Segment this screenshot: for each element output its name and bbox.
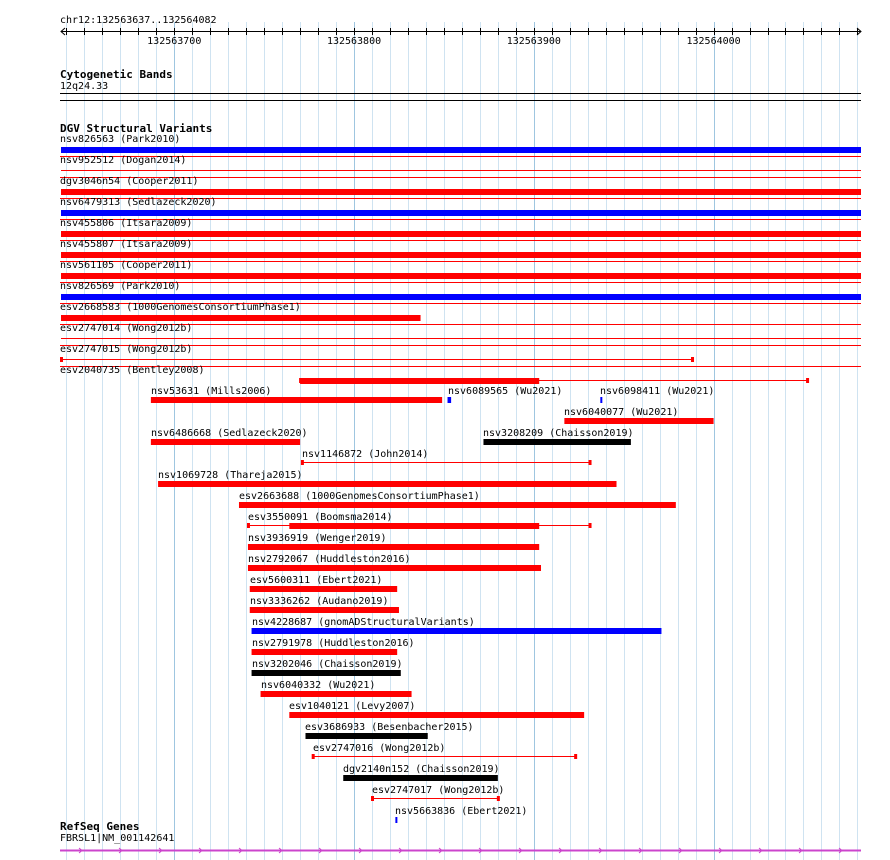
dgv-row-bar: [61, 189, 861, 195]
dgv-feature-label[interactable]: esv1040121 (Levy2007): [289, 701, 416, 712]
dgv-feature-label[interactable]: nsv2791978 (Huddleston2016): [252, 638, 415, 649]
dgv-row-label[interactable]: nsv455806 (Itsara2009): [60, 218, 193, 229]
dgv-track-title: DGV Structural Variants: [60, 122, 213, 135]
dgv-row-label[interactable]: esv2747014 (Wong2012b): [60, 323, 193, 334]
dgv-feature-label[interactable]: esv3686933 (Besenbacher2015): [305, 722, 474, 733]
cytoband-track-title: Cytogenetic Bands: [60, 68, 173, 81]
dgv-feature-label[interactable]: esv2747016 (Wong2012b): [313, 743, 446, 754]
dgv-feature-label[interactable]: nsv3202046 (Chaisson2019): [252, 659, 403, 670]
dgv-row-label[interactable]: esv2668583 (1000GenomesConsortiumPhase1): [60, 302, 301, 313]
dgv-feature-end-cap: [574, 754, 577, 759]
refseq-gene-glyph[interactable]: [60, 848, 861, 853]
ruler-tick-label: 132563700: [147, 36, 202, 47]
ruler-tick-label: 132563900: [506, 36, 561, 47]
dgv-row-start-cap: [60, 357, 63, 362]
ruler-tick-label: 132564000: [686, 36, 741, 47]
dgv-feature-label[interactable]: esv2663688 (1000GenomesConsortiumPhase1): [239, 491, 480, 502]
dgv-feature-label[interactable]: dgv2140n152 (Chaisson2019): [343, 764, 500, 775]
locus-label: chr12:132563637..132564082: [60, 15, 217, 26]
dgv-feature-label[interactable]: nsv6098411 (Wu2021): [600, 386, 715, 397]
dgv-feature-label[interactable]: nsv53631 (Mills2006): [151, 386, 272, 397]
dgv-row-bar: [61, 273, 861, 279]
cytoband-label: 12q24.33: [60, 81, 109, 92]
coordinate-ruler: [61, 28, 861, 47]
dgv-row-bar: [61, 252, 861, 258]
dgv-row-bar: [61, 294, 861, 300]
dgv-row-label[interactable]: nsv6479313 (Sedlazeck2020): [60, 197, 217, 208]
dgv-feature-end-cap: [589, 460, 592, 465]
dgv-row-end-cap: [806, 378, 809, 383]
dgv-feature-label[interactable]: nsv2792067 (Huddleston2016): [248, 554, 411, 565]
dgv-feature-label[interactable]: nsv1069728 (Thareja2015): [158, 470, 303, 481]
dgv-row-bar: [61, 315, 421, 321]
dgv-feature-label[interactable]: nsv3208209 (Chaisson2019): [483, 428, 634, 439]
dgv-feature-label[interactable]: nsv6486668 (Sedlazeck2020): [151, 428, 308, 439]
dgv-feature-label[interactable]: nsv3936919 (Wenger2019): [248, 533, 387, 544]
dgv-row-label[interactable]: nsv952512 (Dogan2014): [60, 155, 187, 166]
dgv-row-label[interactable]: nsv826563 (Park2010): [60, 134, 181, 145]
dgv-row-bar: [61, 147, 861, 153]
refseq-track-title: RefSeq Genes: [60, 820, 140, 833]
dgv-row-end-cap: [691, 357, 694, 362]
dgv-row-label[interactable]: nsv826569 (Park2010): [60, 281, 181, 292]
dgv-row-thick: [300, 378, 539, 384]
refseq-gene-label[interactable]: FBRSL1|NM_001142641: [60, 833, 175, 844]
dgv-row-label[interactable]: esv2747015 (Wong2012b): [60, 344, 193, 355]
dgv-feature-label[interactable]: nsv5663836 (Ebert2021): [395, 806, 528, 817]
dgv-feature-label[interactable]: nsv3336262 (Audano2019): [250, 596, 389, 607]
dgv-feature-end-cap: [589, 523, 592, 528]
dgv-row-bar: [61, 210, 861, 216]
dgv-feature-label[interactable]: esv5600311 (Ebert2021): [250, 575, 383, 586]
dgv-feature-label[interactable]: esv3550091 (Boomsma2014): [248, 512, 393, 523]
ruler-tick-label: 132563800: [326, 36, 382, 47]
dgv-row-label[interactable]: esv2040735 (Bentley2008): [60, 365, 205, 376]
dgv-feature-label[interactable]: esv2747017 (Wong2012b): [372, 785, 505, 796]
dgv-feature-label[interactable]: nsv4228687 (gnomADStructuralVariants): [252, 617, 475, 628]
dgv-row-label[interactable]: dgv3046n54 (Cooper2011): [60, 176, 199, 187]
dgv-row-label[interactable]: nsv455807 (Itsara2009): [60, 239, 193, 250]
dgv-feature-label[interactable]: nsv6040077 (Wu2021): [564, 407, 679, 418]
dgv-feature-label[interactable]: nsv1146872 (John2014): [302, 449, 429, 460]
dgv-feature-label[interactable]: nsv6040332 (Wu2021): [261, 680, 376, 691]
dgv-row-bar: [61, 231, 861, 237]
dgv-feature-label[interactable]: nsv6089565 (Wu2021): [448, 386, 563, 397]
dgv-row-label[interactable]: nsv561105 (Cooper2011): [60, 260, 193, 271]
